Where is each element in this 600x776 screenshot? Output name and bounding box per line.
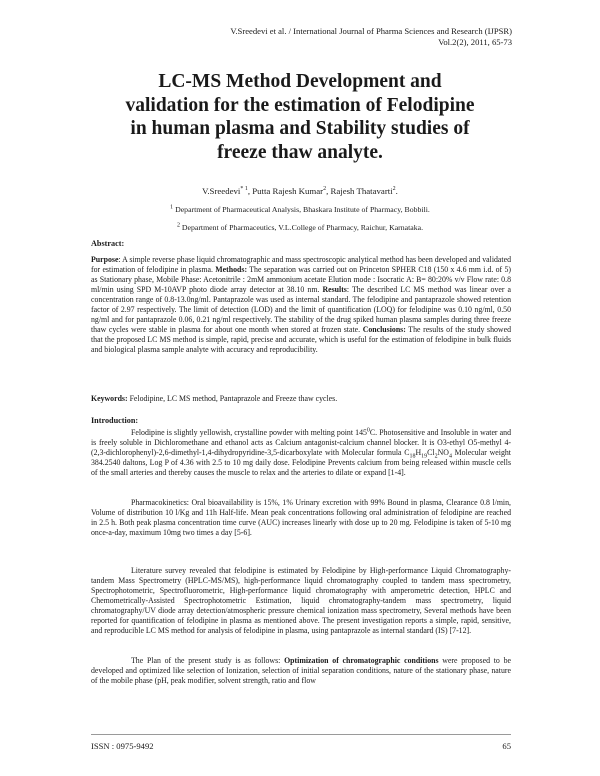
keywords-label: Keywords: xyxy=(91,394,128,403)
results-text: : The described LC MS method was linear over a concentration range of 0.8-13.0ng/ml. Pantaprazole was used as internal standard. The felodipine and pantaprazole showed retention factor of 2.97 respectively. The limit of detection (LOD) and the limit of quantification (LOQ) for felodipine was 0.10 ng/ml, 0.50 ng/ml and for pantaprazole 0.06, 0.21 ng/ml respectively. The stability of the drug spiked human plasma samples during three freeze thaw cycles were stable in plasma for about one month when stored at frozen state. xyxy=(91,285,512,335)
affiliation-2 xyxy=(0,223,600,233)
author-3: Rajesh Thatavarti xyxy=(330,186,393,196)
degree-mark: 0 xyxy=(366,427,370,434)
formula-o-count: 4 xyxy=(448,453,452,460)
running-header-citation: V.Sreedevi et al. / International Journal of Pharma Sciences and Research (IJPSR) xyxy=(230,26,512,36)
purpose-label: Purpose xyxy=(91,255,119,264)
formula-h: H xyxy=(415,448,422,458)
intro-paragraph-2: Pharmacokinetics: Oral bioavailability is 15%, 1% Urinary excretion with 99% Bound in plasma, Clearance 0.8 l/min, Volume of distribution 10 l/Kg and 11h Half-life. Mean peak concentrations following oral administration of felodipine are reached in 2.5 h. Both peak plasma concentration time curve (AUC) increases linearly with dose up to 20 mg. Felodipine is taken of 5-10 mg once-a-day, maximum 10mg two times a day [5-6]. xyxy=(91,498,511,538)
affiliation-2-number: 2 xyxy=(176,222,180,229)
intro-p4-text-a: The Plan of the present study is as follows: xyxy=(131,656,285,665)
formula-no: NO xyxy=(437,448,449,458)
methods-text: The separation was carried out on Princeton SPHER C18 (150 x 4.6 mm i.d. of 5) as Stationary phase, Mobile Phase: Acetonitrile : 2mM ammonium acetate Elution mode : Isocratic A: B= 80:20% v/v Flow rate: 0.8 ml/min using SPD M-10AVP photo diode array detector at 38.10 nm. xyxy=(91,265,511,295)
results-label: Results xyxy=(322,285,347,295)
intro-p4-emphasis: Optimization of chromatographic conditions xyxy=(284,656,439,665)
purpose-text: : A simple reverse phase liquid chromatographic and mass spectroscopic analytical method has been developed and validated for estimation of felodipine in plasma. xyxy=(91,255,511,275)
title-line-4: freeze thaw analyte. xyxy=(217,141,383,163)
author-3-affiliation-mark: 2 xyxy=(392,186,396,193)
affiliation-2-text: Department of Pharmaceutics, V.L.College of Pharmacy, Raichur, Karnataka. xyxy=(179,223,424,232)
formula-cl-count: 2 xyxy=(434,453,438,460)
abstract-body xyxy=(91,255,511,355)
keywords xyxy=(91,394,511,404)
title-line-2: validation for the estimation of Felodipine xyxy=(125,94,475,116)
intro-p1-text-a: Felodipine is slightly yellowish, crystalline powder with melting point 145 xyxy=(131,428,367,437)
author-2: Putta Rajesh Kumar xyxy=(252,186,324,196)
author-list-end: . xyxy=(395,186,398,196)
formula-c-count: 18 xyxy=(409,453,416,460)
title-line-1: LC-MS Method Development and xyxy=(158,71,442,92)
author-list xyxy=(0,186,600,197)
running-header-volume: Vol.2(2), 2011, 65-73 xyxy=(438,37,512,47)
title-line-3: in human plasma and Stability studies of xyxy=(130,118,470,139)
affiliation-1-text: Department of Pharmaceutical Analysis, Bhaskara Institute of Pharmacy, Bobbili. xyxy=(173,205,430,214)
author-1-affiliation-mark: * 1 xyxy=(240,186,248,193)
intro-p4-text-b: were proposed to be developed and optimized like selection of Ionization, selection of initial separation conditions, nature of the stationary phase, nature of the mobile phase (pH, peak modifier, solvent strength, ratio and flow xyxy=(91,656,512,686)
formula-h-count: 19 xyxy=(421,453,428,460)
running-header xyxy=(230,26,512,48)
affiliation-1-number: 1 xyxy=(170,204,174,211)
paper-title xyxy=(70,70,530,164)
abstract-heading: Abstract: xyxy=(91,239,125,248)
methods-label: Methods: xyxy=(215,265,248,275)
author-separator: , xyxy=(326,186,331,196)
intro-paragraph-4 xyxy=(91,656,511,686)
author-separator: , xyxy=(247,186,253,196)
intro-paragraph-1 xyxy=(91,428,511,478)
footer-issn: ISSN : 0975-9492 xyxy=(91,741,154,751)
intro-paragraph-3: Literature survey revealed that felodipine is estimated by Felodipine by High-performance Liquid Chromatography-tandem Mass Spectrometry (HPLC-MS/MS), high-performance liquid chromatography coupled to tandem mass spectrometry, Spectrophotometric, Spectrofluorometric, High-performance liquid chromatography with amperometric detection, HPLC and Chemometrically-Assisted Spectrophotometric Estimation, liquid chromatography-tandem mass spectrometry, liquid chromatography/UV diode array detection/atmospheric pressure chemical ionization mass spectrometry, Several methods have been reported for quantification of felodipine in plasma as mentioned above. The present investigation reports a simple, rapid, sensitive, and reproducible LC MS method for analysis of felodipine in plasma, using pantaprazole as internal standard (IS) [7-12]. xyxy=(91,566,511,636)
conclusions-text: The results of the study showed that the proposed LC MS method is simple, rapid, precise and accurate, which is useful for the estimation of felodipine in bulk fluids and biological plasma sample analyte with accuracy and reproducibility. xyxy=(91,325,511,355)
intro-p1-text-c: Molecular weight 384.2540 daltons, Log P of 4.36 with 2.5 to 10 mg daily dose. Felodipine Prevents calcium from being released within muscle cells of the small arteries and thereby causes the muscle to relax and the arteries to dilate or expand [1-4]. xyxy=(91,448,511,478)
author-2-affiliation-mark: 2 xyxy=(323,186,327,193)
keywords-text: Felodipine, LC MS method, Pantaprazole and Freeze thaw cycles. xyxy=(127,394,338,403)
intro-p1-text-b: C. Photosensitive and Insoluble in water and is freely soluble in Dichloromethane and ethanol acts as Calcium antagonist-calcium channel blocker. It is O3-ethyl O5-methyl 4-(2,3-dichlorophenyl)-2,6-dimethyl-1,4-dihydropyridine-3,5-dicarboxylate with Molecular formula C xyxy=(91,428,511,458)
author-1: V.Sreedevi xyxy=(202,186,241,196)
introduction-heading: Introduction: xyxy=(91,416,139,425)
conclusions-label: Conclusions: xyxy=(362,325,406,335)
formula-cl: Cl xyxy=(427,448,435,458)
footer-rule xyxy=(91,734,511,735)
footer-page-number: 65 xyxy=(502,741,511,751)
affiliation-1 xyxy=(0,205,600,215)
